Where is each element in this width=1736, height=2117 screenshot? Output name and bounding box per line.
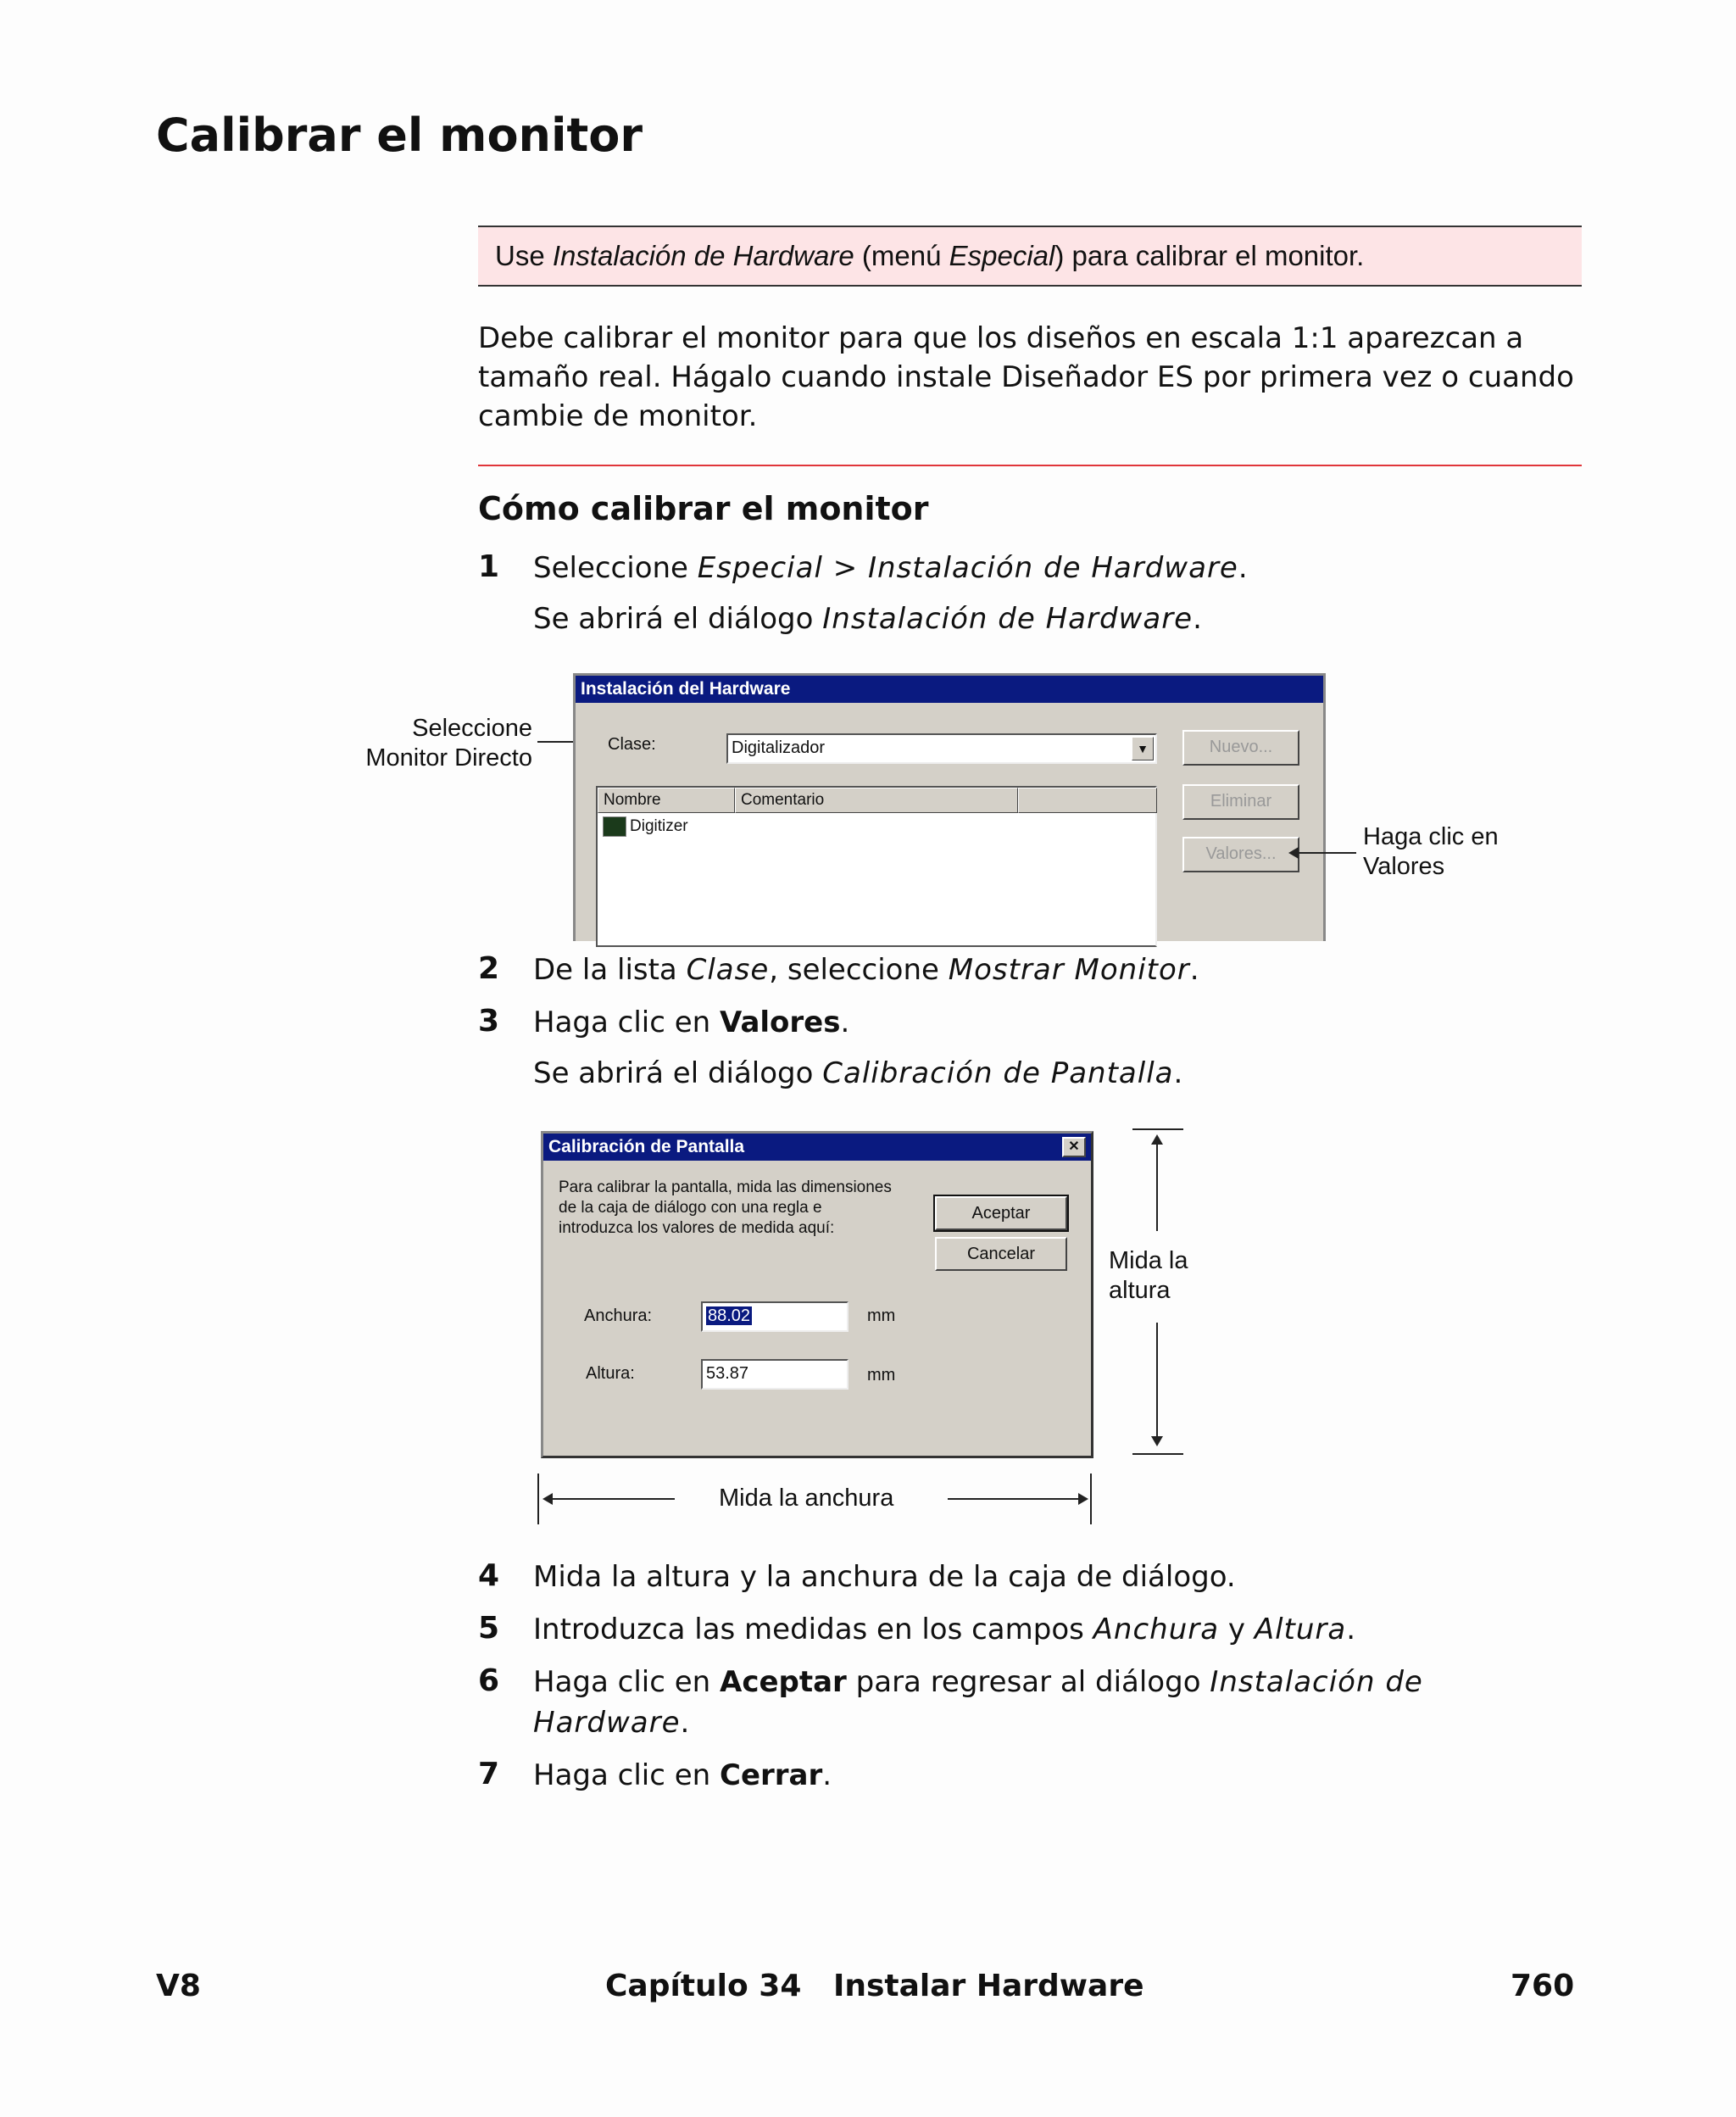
callout-measure-width: Mida la anchura [719,1485,894,1512]
step-result: Se abrirá el diálogo Instalación de Hardware. [533,602,1202,636]
footer-chapter: Capítulo 34 Instalar Hardware [605,1969,1144,2003]
hardware-list[interactable] [596,786,1157,947]
width-arrow-left [551,1498,675,1500]
step-number: 1 [478,549,500,584]
height-unit: mm [867,1366,896,1384]
callout-arrow-values [1295,852,1356,854]
step-text: Haga clic en Cerrar. [533,1758,832,1792]
new-button[interactable]: Nuevo... [1182,730,1299,766]
chevron-down-icon[interactable]: ▼ [1132,737,1154,760]
page-title: Calibrar el monitor [156,109,643,162]
width-arrow-right [948,1498,1080,1500]
step-number: 5 [478,1611,500,1646]
tip-rest: ) para calibrar el monitor. [1054,240,1365,271]
step-number: 6 [478,1663,500,1698]
step-text: Mida la altura y la anchura de la caja de diálogo. [533,1560,1236,1594]
width-label: Anchura: [584,1306,653,1325]
class-select[interactable]: Digitalizador ▼ [726,733,1157,764]
close-icon[interactable]: ✕ [1062,1137,1086,1157]
height-tick-top [1132,1128,1183,1130]
hardware-dialog-title: Instalación del Hardware [576,676,1323,703]
section-divider [478,465,1582,466]
step-number: 7 [478,1757,500,1791]
col-name[interactable]: Nombre [598,788,735,813]
tip-menu-item: Instalación de Hardware [552,240,854,271]
instructions: Para calibrar la pantalla, mida las dimensiones de la caja de diálogo con una regla e introduzca los valores de medida aquí: [559,1178,892,1237]
callout-select-monitor: Seleccione Monitor Directo [365,715,532,772]
height-tick-bottom [1132,1453,1183,1455]
tip-box [478,226,1582,287]
calibration-dialog [541,1131,1093,1458]
cancel-button[interactable]: Cancelar [935,1237,1067,1271]
tip-menu-name: Especial [949,240,1055,271]
step-text: Haga clic en Aceptar para regresar al diálogo Instalación de Hardware. [533,1665,1423,1740]
step-text: De la lista Clase, seleccione Mostrar Monitor. [533,953,1199,987]
width-field[interactable]: 88.02 [701,1301,849,1332]
step-text: Introduzca las medidas en los campos Anchura y Altura. [533,1613,1356,1646]
class-label: Clase: [608,735,656,754]
width-tick-left [537,1474,539,1524]
tip-use: Use [495,240,545,271]
arrow-right-icon [1078,1493,1088,1505]
step-text: Seleccione Especial > Instalación de Hardware. [533,551,1248,585]
tip-menu-open: (menú [861,240,942,271]
digitizer-icon [603,816,626,837]
col-comment[interactable]: Comentario [735,788,1018,813]
list-item[interactable]: Digitizer [603,816,688,837]
step-number: 4 [478,1558,500,1593]
intro-paragraph: Debe calibrar el monitor para que los diseños en escala 1:1 aparezcan a tamaño real. Hágalo cuando instale Diseñador ES por primera vez o cuando cambie de monitor. [478,321,1574,433]
footer-page-number: 760 [1511,1969,1575,2003]
height-label: Altura: [586,1364,635,1383]
height-arrow-top [1156,1141,1158,1231]
callout-click-values: Haga clic en Valores [1363,823,1499,880]
width-tick-right [1090,1474,1092,1524]
height-field[interactable]: 53.87 [701,1359,849,1390]
footer-version: V8 [156,1969,201,2003]
calibration-dialog-title: Calibración de Pantalla [543,1134,1091,1161]
arrow-left-icon [542,1493,553,1505]
arrow-up-icon [1151,1134,1163,1145]
step-text: Haga clic en Valores. [533,1006,850,1039]
delete-button[interactable]: Eliminar [1182,784,1299,820]
hardware-dialog [573,673,1326,941]
callout-measure-height: Mida la altura [1109,1247,1188,1304]
height-arrow-bottom [1156,1323,1158,1440]
step-result: Se abrirá el diálogo Calibración de Pantalla. [533,1056,1183,1090]
section-title: Cómo calibrar el monitor [478,490,929,527]
accept-button[interactable]: Aceptar [935,1196,1067,1230]
arrow-down-icon [1151,1436,1163,1446]
arrow-head-icon [1288,847,1299,859]
step-number: 3 [478,1004,500,1039]
col-empty [1018,788,1157,813]
values-button[interactable]: Valores... [1182,837,1299,872]
width-unit: mm [867,1306,896,1325]
step-number: 2 [478,951,500,986]
